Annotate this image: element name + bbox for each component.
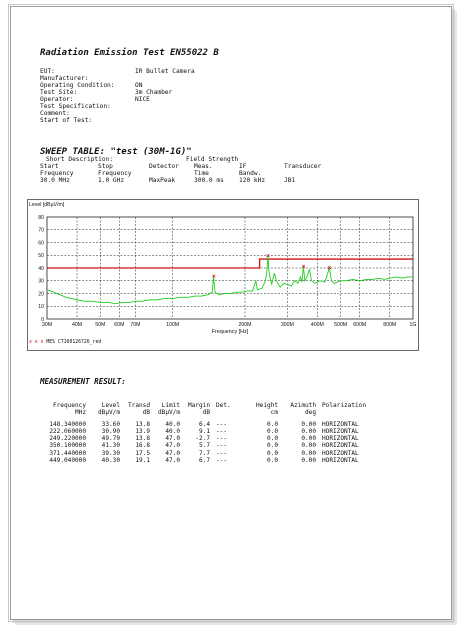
report-field-value: IR Bullet Camera [135, 68, 195, 75]
measurement-cell: 30.90 [101, 428, 120, 436]
measurement-cell: 13.9 [135, 428, 150, 436]
measurement-header-cell: cm [270, 409, 278, 417]
y-tick-label: 70 [38, 227, 44, 234]
sweep-h-meas: Meas. [194, 163, 213, 170]
sweep-h-start: Start [40, 163, 59, 170]
measurement-header-cell: MHz [74, 409, 86, 417]
measurement-cell: 249.220000 [49, 435, 86, 443]
y-tick-label: 20 [38, 291, 44, 298]
table-row [46, 457, 384, 464]
measurement-cell: 40.0 [165, 428, 180, 436]
measurement-cell: 41.30 [101, 442, 120, 450]
x-tick-label: 70M [130, 322, 141, 328]
sweep-h-freq2: Frequency [98, 170, 132, 177]
measurement-cell: --- [216, 421, 228, 429]
x-tick-label: 1G [409, 322, 417, 328]
sweep-meas-time: 300.0 ms [194, 177, 224, 184]
measurement-cell: 148.340000 [49, 421, 86, 429]
measurement-cell: 0.00 [301, 456, 316, 464]
measurement-cell: 0.0 [266, 435, 278, 443]
chart-title: Level [dBµV/m] [29, 202, 65, 208]
measurement-cell: 47.0 [165, 442, 180, 450]
y-tick-label: 0 [41, 316, 44, 323]
emission-chart [27, 199, 417, 349]
sweep-h-time: Time [194, 170, 209, 177]
sweep-stop: 1.0 GHz [98, 177, 125, 184]
measurement-cell: --- [216, 449, 228, 457]
y-tick-label: 50 [38, 253, 44, 260]
measurement-cell: 49.70 [101, 435, 120, 443]
table-row [46, 442, 384, 449]
measurement-header-cell: deg [304, 409, 316, 417]
measurement-cell: 0.00 [301, 428, 316, 436]
x-tick-label: 300M [280, 322, 294, 328]
measurement-cell: 0.00 [301, 435, 316, 443]
measurement-header-cell: dB [142, 409, 150, 417]
sweep-if-bw: 120 kHz [239, 177, 266, 184]
measurement-header-row [46, 409, 384, 416]
sweep-transducer: JB1 [284, 177, 296, 184]
report-field-label: Manufacturer: [40, 75, 89, 82]
legend-marker-icon: x x x [29, 340, 44, 345]
sweep-h-if: IF [239, 163, 247, 170]
x-tick-label: 800M [383, 322, 397, 328]
report-field-label: EUT: [40, 68, 55, 75]
measurement-cell: 0.00 [301, 421, 316, 429]
report-field-value: 3m Chamber [135, 89, 173, 96]
measurement-header-cell: dBµV/m [97, 409, 120, 417]
x-axis-label: Frequency [Hz] [211, 329, 249, 335]
report-field-label: Start of Test: [40, 117, 93, 124]
y-tick-label: 10 [38, 304, 44, 311]
measurement-cell: 0.0 [266, 456, 278, 464]
measurement-header-cell: dB [202, 409, 210, 417]
measurement-cell: 0.00 [301, 442, 316, 450]
measurement-cell: --- [216, 456, 228, 464]
x-tick-label: 200M [238, 322, 252, 328]
measurement-title: MEASUREMENT RESULT: [40, 377, 126, 386]
measurement-cell: 0.0 [266, 442, 278, 450]
y-tick-label: 60 [38, 240, 44, 247]
measurement-cell: -2.7 [195, 435, 210, 443]
measurement-cell: HORIZONTAL [322, 435, 359, 443]
measurement-cell: 350.100000 [49, 442, 86, 450]
x-tick-label: 40M [71, 322, 83, 328]
measurement-cell: 6.4 [198, 421, 210, 429]
report-field-label: Test Site: [40, 89, 78, 96]
y-tick-label: 80 [38, 214, 44, 221]
measurement-header-cell: Limit [161, 402, 180, 409]
measurement-cell: 47.0 [165, 435, 180, 443]
sweep-short-desc-label: Short Description: [46, 156, 114, 163]
measurement-header-cell: Margin [187, 402, 210, 409]
measurement-header-cell: Polarization [322, 402, 367, 409]
x-tick-label: 100M [166, 322, 180, 328]
measurement-header-cell: Level [101, 402, 120, 409]
report-field-label: Test Specification: [40, 103, 111, 110]
measurement-cell: --- [216, 435, 228, 443]
measurement-cell: 6.7 [198, 456, 210, 464]
measurement-cell: 449.040000 [49, 456, 86, 464]
measurement-cell: --- [216, 428, 228, 436]
measurement-cell: 9.1 [198, 428, 210, 436]
measurement-cell: 40.0 [165, 421, 180, 429]
measurement-header-cell: Transd [127, 402, 150, 409]
sweep-detector: MaxPeak [149, 177, 176, 184]
report-field-label: Operating Condition: [40, 82, 115, 89]
y-tick-label: 40 [38, 265, 44, 272]
sweep-h-stop: Stop [98, 163, 113, 170]
measurement-cell: HORIZONTAL [322, 428, 359, 436]
x-tick-label: 30M [41, 322, 53, 328]
measurement-cell: --- [216, 442, 228, 450]
measurement-table [46, 402, 384, 464]
x-tick-label: 60M [114, 322, 125, 328]
measurement-header-cell: Height [255, 402, 278, 409]
table-row [46, 450, 384, 457]
measurement-cell: 0.00 [301, 449, 316, 457]
report-title: Radiation Emission Test EN55022 B [40, 48, 219, 58]
measurement-cell: HORIZONTAL [322, 421, 359, 429]
measurement-cell: HORIZONTAL [322, 449, 359, 457]
sweep-h-transducer: Transducer [284, 163, 322, 170]
measurement-cell: 0.0 [266, 449, 278, 457]
measurement-cell: 222.060000 [49, 428, 86, 436]
measurement-cell: 16.8 [135, 442, 150, 450]
measurement-cell: 5.7 [198, 442, 210, 450]
x-tick-label: 600M [353, 322, 367, 328]
sweep-title: SWEEP TABLE: "test (30M-1G)" [40, 147, 192, 157]
chart-legend [29, 340, 101, 345]
table-row [46, 428, 384, 435]
measurement-cell: 40.30 [101, 456, 120, 464]
measurement-cell: 39.30 [101, 449, 120, 457]
measurement-cell: 33.60 [101, 421, 120, 429]
sweep-short-desc-value: Field Strength [186, 156, 239, 163]
report-field-label: Operator: [40, 96, 74, 103]
report-field-label: Comment: [40, 110, 70, 117]
measurement-cell: 0.0 [266, 428, 278, 436]
x-tick-label: 500M [334, 322, 348, 328]
x-tick-label: 400M [310, 322, 324, 328]
measurement-header-row [46, 402, 384, 409]
table-row [46, 421, 384, 428]
measurement-cell: HORIZONTAL [322, 456, 359, 464]
measurement-cell: 13.8 [135, 421, 150, 429]
report-field-value: NICE [135, 96, 150, 103]
measurement-cell: 13.8 [135, 435, 150, 443]
report-field-value: ON [135, 82, 143, 89]
legend-label: MES CT16012672​6_red [46, 340, 102, 345]
y-tick-label: 30 [38, 278, 44, 285]
measurement-header-cell [210, 409, 240, 416]
sweep-h-detector: Detector [149, 163, 179, 170]
measurement-header-cell: dBµV/m [157, 409, 180, 417]
measurement-cell: 17.5 [135, 449, 150, 457]
measurement-cell: 7.7 [198, 449, 210, 457]
measurement-cell: 19.1 [135, 456, 150, 464]
measurement-cell: HORIZONTAL [322, 442, 359, 450]
measurement-header-cell: Azimuth [290, 402, 316, 409]
measurement-header-cell: Det. [216, 402, 231, 409]
sweep-start: 30.0 MHz [40, 177, 70, 184]
measurement-cell: 371.440000 [49, 449, 86, 457]
sweep-h-freq1: Frequency [40, 170, 74, 177]
measurement-header-cell [316, 409, 384, 416]
sweep-h-bandw: Bandw. [239, 170, 262, 177]
table-row [46, 435, 384, 442]
measurement-cell: 47.0 [165, 456, 180, 464]
measurement-cell: 0.0 [266, 421, 278, 429]
measurement-cell: 47.0 [165, 449, 180, 457]
x-tick-label: 50M [95, 322, 106, 328]
measurement-header-cell: Frequency [52, 402, 86, 409]
